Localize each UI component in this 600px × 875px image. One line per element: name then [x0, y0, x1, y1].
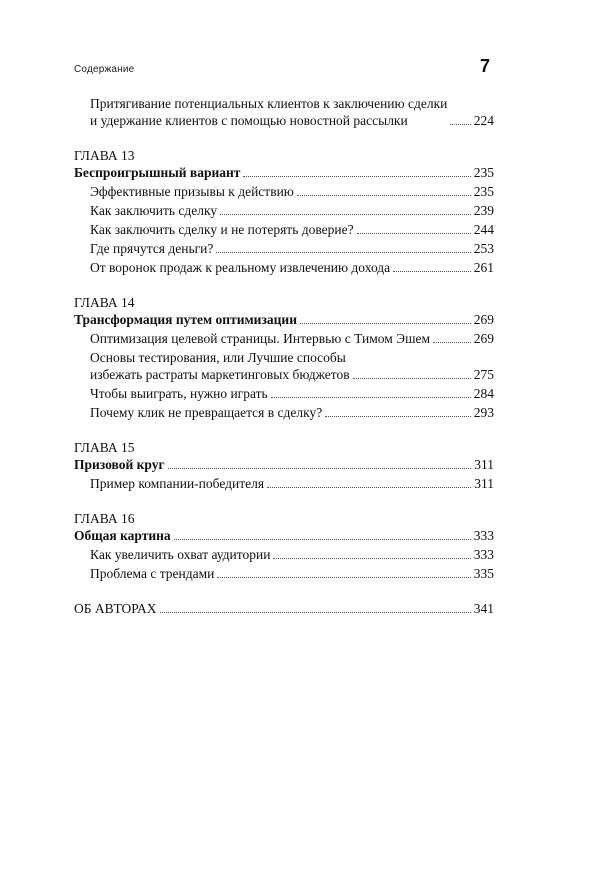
toc-entry-page: 284	[473, 386, 494, 401]
chapter-page: 269	[473, 312, 494, 327]
toc-about-entry[interactable]	[74, 600, 494, 617]
dot-leader	[243, 176, 470, 177]
toc-chapter-15	[74, 439, 494, 492]
toc-entry-title-line: и удержание клиентов с помощью новостной рассылки	[90, 113, 408, 128]
toc-entry-title: Эффективные призывы к действию	[90, 184, 294, 199]
toc-entry-title: Как заключить сделку и не потерять доверие?	[90, 222, 354, 237]
chapter-title: Призовой круг	[74, 457, 165, 472]
toc-continued-group	[74, 95, 494, 129]
toc-entry-page: 275	[473, 367, 494, 382]
dot-leader	[220, 214, 471, 215]
toc-entry-title: От воронок продаж к реальному извлечению дохода	[90, 260, 391, 275]
toc-entry-title: Чтобы выиграть, нужно играть	[90, 386, 268, 401]
dot-leader	[357, 233, 471, 234]
toc-entry[interactable]	[74, 385, 494, 402]
toc-chapter-title-entry[interactable]	[74, 164, 494, 181]
toc-entry[interactable]	[74, 546, 494, 563]
toc-entry[interactable]	[74, 259, 494, 276]
dot-leader	[160, 612, 471, 613]
chapter-title: Беспроигрышный вариант	[74, 165, 241, 180]
toc-entry-page: 224	[473, 113, 494, 128]
toc-entry-title: Почему клик не превращается в сделку?	[90, 405, 323, 420]
page-number: 7	[479, 56, 490, 76]
toc-chapter-14	[74, 294, 494, 421]
toc-entry[interactable]	[74, 95, 494, 129]
toc-entry-title	[90, 349, 350, 383]
chapter-label: ГЛАВА 13	[74, 148, 135, 163]
toc-entry-page: 293	[473, 405, 494, 420]
toc-entry[interactable]	[74, 183, 494, 200]
toc-entry[interactable]	[74, 349, 494, 383]
toc-entry-page: 235	[473, 184, 494, 199]
toc-chapter-13	[74, 147, 494, 276]
toc-about-authors	[74, 600, 494, 617]
toc-entry-page: 239	[473, 203, 494, 218]
toc-entry-page: 333	[473, 547, 494, 562]
dot-leader	[216, 252, 470, 253]
toc-entry-title-line: Основы тестирования, или Лучшие способы	[90, 350, 346, 365]
toc-entry[interactable]	[74, 202, 494, 219]
dot-leader	[450, 124, 470, 125]
toc-chapter-title-entry[interactable]	[74, 311, 494, 328]
chapter-title: Трансформация путем оптимизации	[74, 312, 297, 327]
toc-entry-title: Проблема с трендами	[90, 566, 215, 581]
toc-entry[interactable]	[74, 475, 494, 492]
dot-leader	[271, 397, 471, 398]
about-title: ОБ АВТОРАХ	[74, 601, 157, 616]
dot-leader	[300, 323, 471, 324]
dot-leader	[433, 342, 471, 343]
toc-entry-page: 311	[474, 476, 494, 491]
toc-entry-page: 335	[473, 566, 494, 581]
chapter-label: ГЛАВА 16	[74, 511, 135, 526]
toc-entry-title: Как увеличить охват аудитории	[90, 547, 271, 562]
chapter-title: Общая картина	[74, 528, 171, 543]
toc-entry[interactable]	[74, 221, 494, 238]
dot-leader	[325, 416, 471, 417]
toc-entry-title: Где прячутся деньги?	[90, 241, 214, 256]
toc-entry-page: 253	[473, 241, 494, 256]
toc-entry-title: Оптимизация целевой страницы. Интервью с Тимом Эшем	[90, 331, 430, 346]
table-of-contents	[74, 93, 494, 635]
dot-leader	[174, 539, 471, 540]
chapter-label: ГЛАВА 15	[74, 440, 135, 455]
toc-entry-title: Пример компании-победителя	[90, 476, 265, 491]
dot-leader	[297, 195, 471, 196]
dot-leader	[393, 271, 471, 272]
toc-entry-title	[90, 95, 447, 129]
toc-entry[interactable]	[74, 240, 494, 257]
toc-entry-title-line: избежать растраты маркетинговых бюджетов	[90, 367, 350, 382]
dot-leader	[217, 577, 470, 578]
dot-leader	[267, 487, 471, 488]
chapter-page: 235	[473, 165, 494, 180]
toc-entry-title: Как заключить сделку	[90, 203, 218, 218]
dot-leader	[353, 378, 471, 379]
toc-entry[interactable]	[74, 565, 494, 582]
toc-chapter-16	[74, 510, 494, 582]
running-head: Содержание	[74, 64, 135, 75]
toc-entry[interactable]	[74, 404, 494, 421]
toc-entry[interactable]	[74, 330, 494, 347]
toc-entry-page: 244	[473, 222, 494, 237]
toc-chapter-title-entry[interactable]	[74, 527, 494, 544]
toc-entry-title-line: Притягивание потенциальных клиентов к заключению сделки	[90, 96, 448, 111]
chapter-page: 333	[473, 528, 494, 543]
about-page: 341	[473, 601, 494, 616]
dot-leader	[273, 558, 470, 559]
toc-chapter-title-entry[interactable]	[74, 456, 494, 473]
chapter-label: ГЛАВА 14	[74, 295, 135, 310]
dot-leader	[168, 468, 472, 469]
toc-entry-page: 269	[473, 331, 494, 346]
chapter-page: 311	[474, 457, 494, 472]
toc-entry-page: 261	[473, 260, 494, 275]
